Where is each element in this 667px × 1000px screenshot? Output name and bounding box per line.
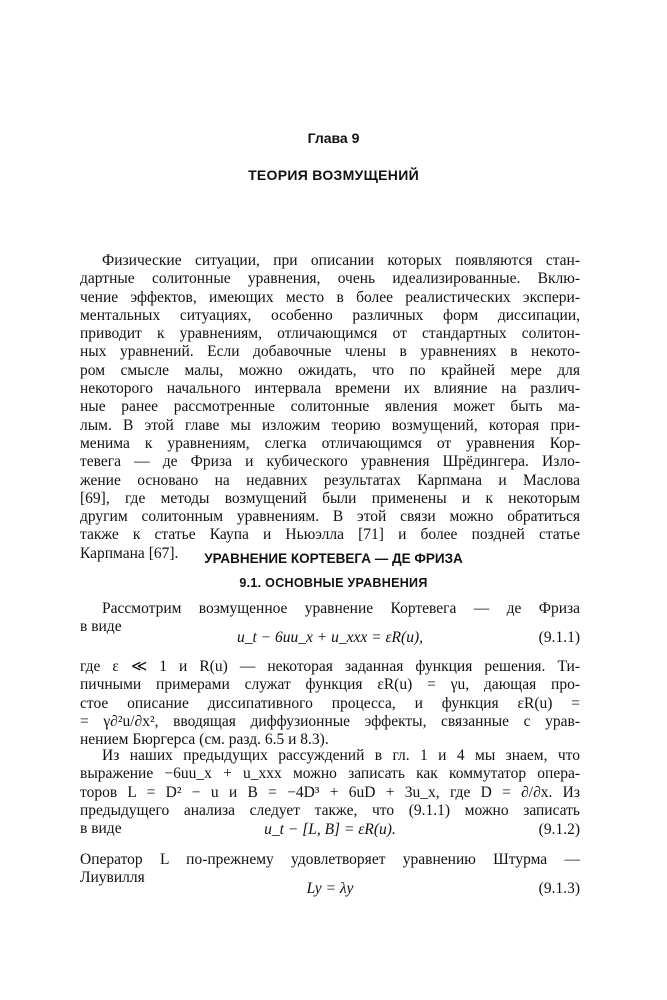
equation-formula: Ly = λy <box>306 880 354 897</box>
equation-number: (9.1.2) <box>538 821 580 838</box>
equation-number: (9.1.3) <box>538 880 580 897</box>
equation-formula: u_t − 6uu_x + u_xxx = εR(u), <box>237 629 423 646</box>
text-line: также к статье Каупа и Ньюэлла [71] и более поздней статье <box>80 526 580 544</box>
paragraph-2 <box>80 658 580 749</box>
section-title: УРАВНЕНИЕ КОРТЕВЕГА — ДЕ ФРИЗА <box>204 551 463 566</box>
text-line: Физические ситуации, при описании которых появляются стан- <box>102 252 580 269</box>
text-line: чение эффектов, имеющих место в более реалистических экспери- <box>80 288 580 306</box>
text-line: торов L = D² − u и B = −4D³ + 6uD + 3u_x, где D = ∂/∂x. Из <box>80 783 580 801</box>
equation-9-1-1 <box>80 629 580 649</box>
text-line: Лиувилля <box>80 869 145 887</box>
text-line: ром смысле малы, можно ожидать, что по крайней мере для <box>80 361 580 379</box>
text-line: ные ранее рассмотренные солитонные явления может быть ма- <box>80 398 580 416</box>
text-line: в виде <box>80 820 122 838</box>
text-line: ментальных ситуациях, особенно различных форм диссипации, <box>80 306 580 324</box>
equation-9-1-3 <box>80 880 580 900</box>
text-line: другим солитонным уравнениям. В этой связи можно обратиться <box>80 508 580 526</box>
text-line: предыдущего анализа следует также, что (9.1.1) можно записать <box>80 801 580 819</box>
text-line: жение основано на недавних результатах Карпмана и Маслова <box>80 471 580 489</box>
chapter-title: ТЕОРИЯ ВОЗМУЩЕНИЙ <box>248 167 419 183</box>
equation-9-1-2 <box>80 821 580 841</box>
text-line: тевега — де Фриза и кубического уравнения Шрёдингера. Изло- <box>80 453 580 471</box>
text-line: нением Бюргерса (см. разд. 6.5 и 8.3). <box>80 731 329 749</box>
text-line: приводит к уравнениям, отличающимся от стандартных солитон- <box>80 325 580 343</box>
text-line: выражение −6uu_x + u_xxx можно записать как коммутатор опера- <box>80 765 580 783</box>
text-line: менима к уравнениям, слегка отличающимся от уравнения Кор- <box>80 434 580 452</box>
text-line: Из наших предыдущих рассуждений в гл. 1 и 4 мы знаем, что <box>102 747 580 764</box>
text-line: стое описание диссипативного процесса, и функция εR(u) = <box>80 694 580 712</box>
intro-paragraph <box>80 252 580 563</box>
text-line: [69], где методы возмущений были применены и к некоторым <box>80 489 580 507</box>
subsection-title: 9.1. ОСНОВНЫЕ УРАВНЕНИЯ <box>239 576 428 590</box>
text-line: дартные солитонные уравнения, очень идеализированные. Вклю- <box>80 270 580 288</box>
equation-formula: u_t − [L, B] = εR(u). <box>264 821 396 838</box>
text-line: где ε ≪ 1 и R(u) — некоторая заданная функция решения. Ти- <box>80 658 580 675</box>
chapter-label: Глава 9 <box>307 130 360 146</box>
text-line: = γ∂²u/∂x², вводящая диффузионные эффекты, связанные с урав- <box>80 712 580 730</box>
equation-number: (9.1.1) <box>538 629 580 646</box>
text-line: Оператор L по-прежнему удовлетворяет уравнению Штурма — <box>80 851 580 868</box>
text-line: Карпмана [67]. <box>80 544 179 562</box>
text-line: лым. В этой главе мы изложим теорию возмущений, которая при- <box>80 416 580 434</box>
text-line: пичными примерами служат функция εR(u) = γu, дающая про- <box>80 676 580 694</box>
text-line: в виде <box>80 618 122 636</box>
text-line: Рассмотрим возмущенное уравнение Кортевега — де Фриза <box>102 600 580 617</box>
text-line: некоторого начального интервала времени их влияние на различ- <box>80 380 580 398</box>
text-line: ных уравнений. Если добавочные члены в уравнениях в некото- <box>80 343 580 361</box>
